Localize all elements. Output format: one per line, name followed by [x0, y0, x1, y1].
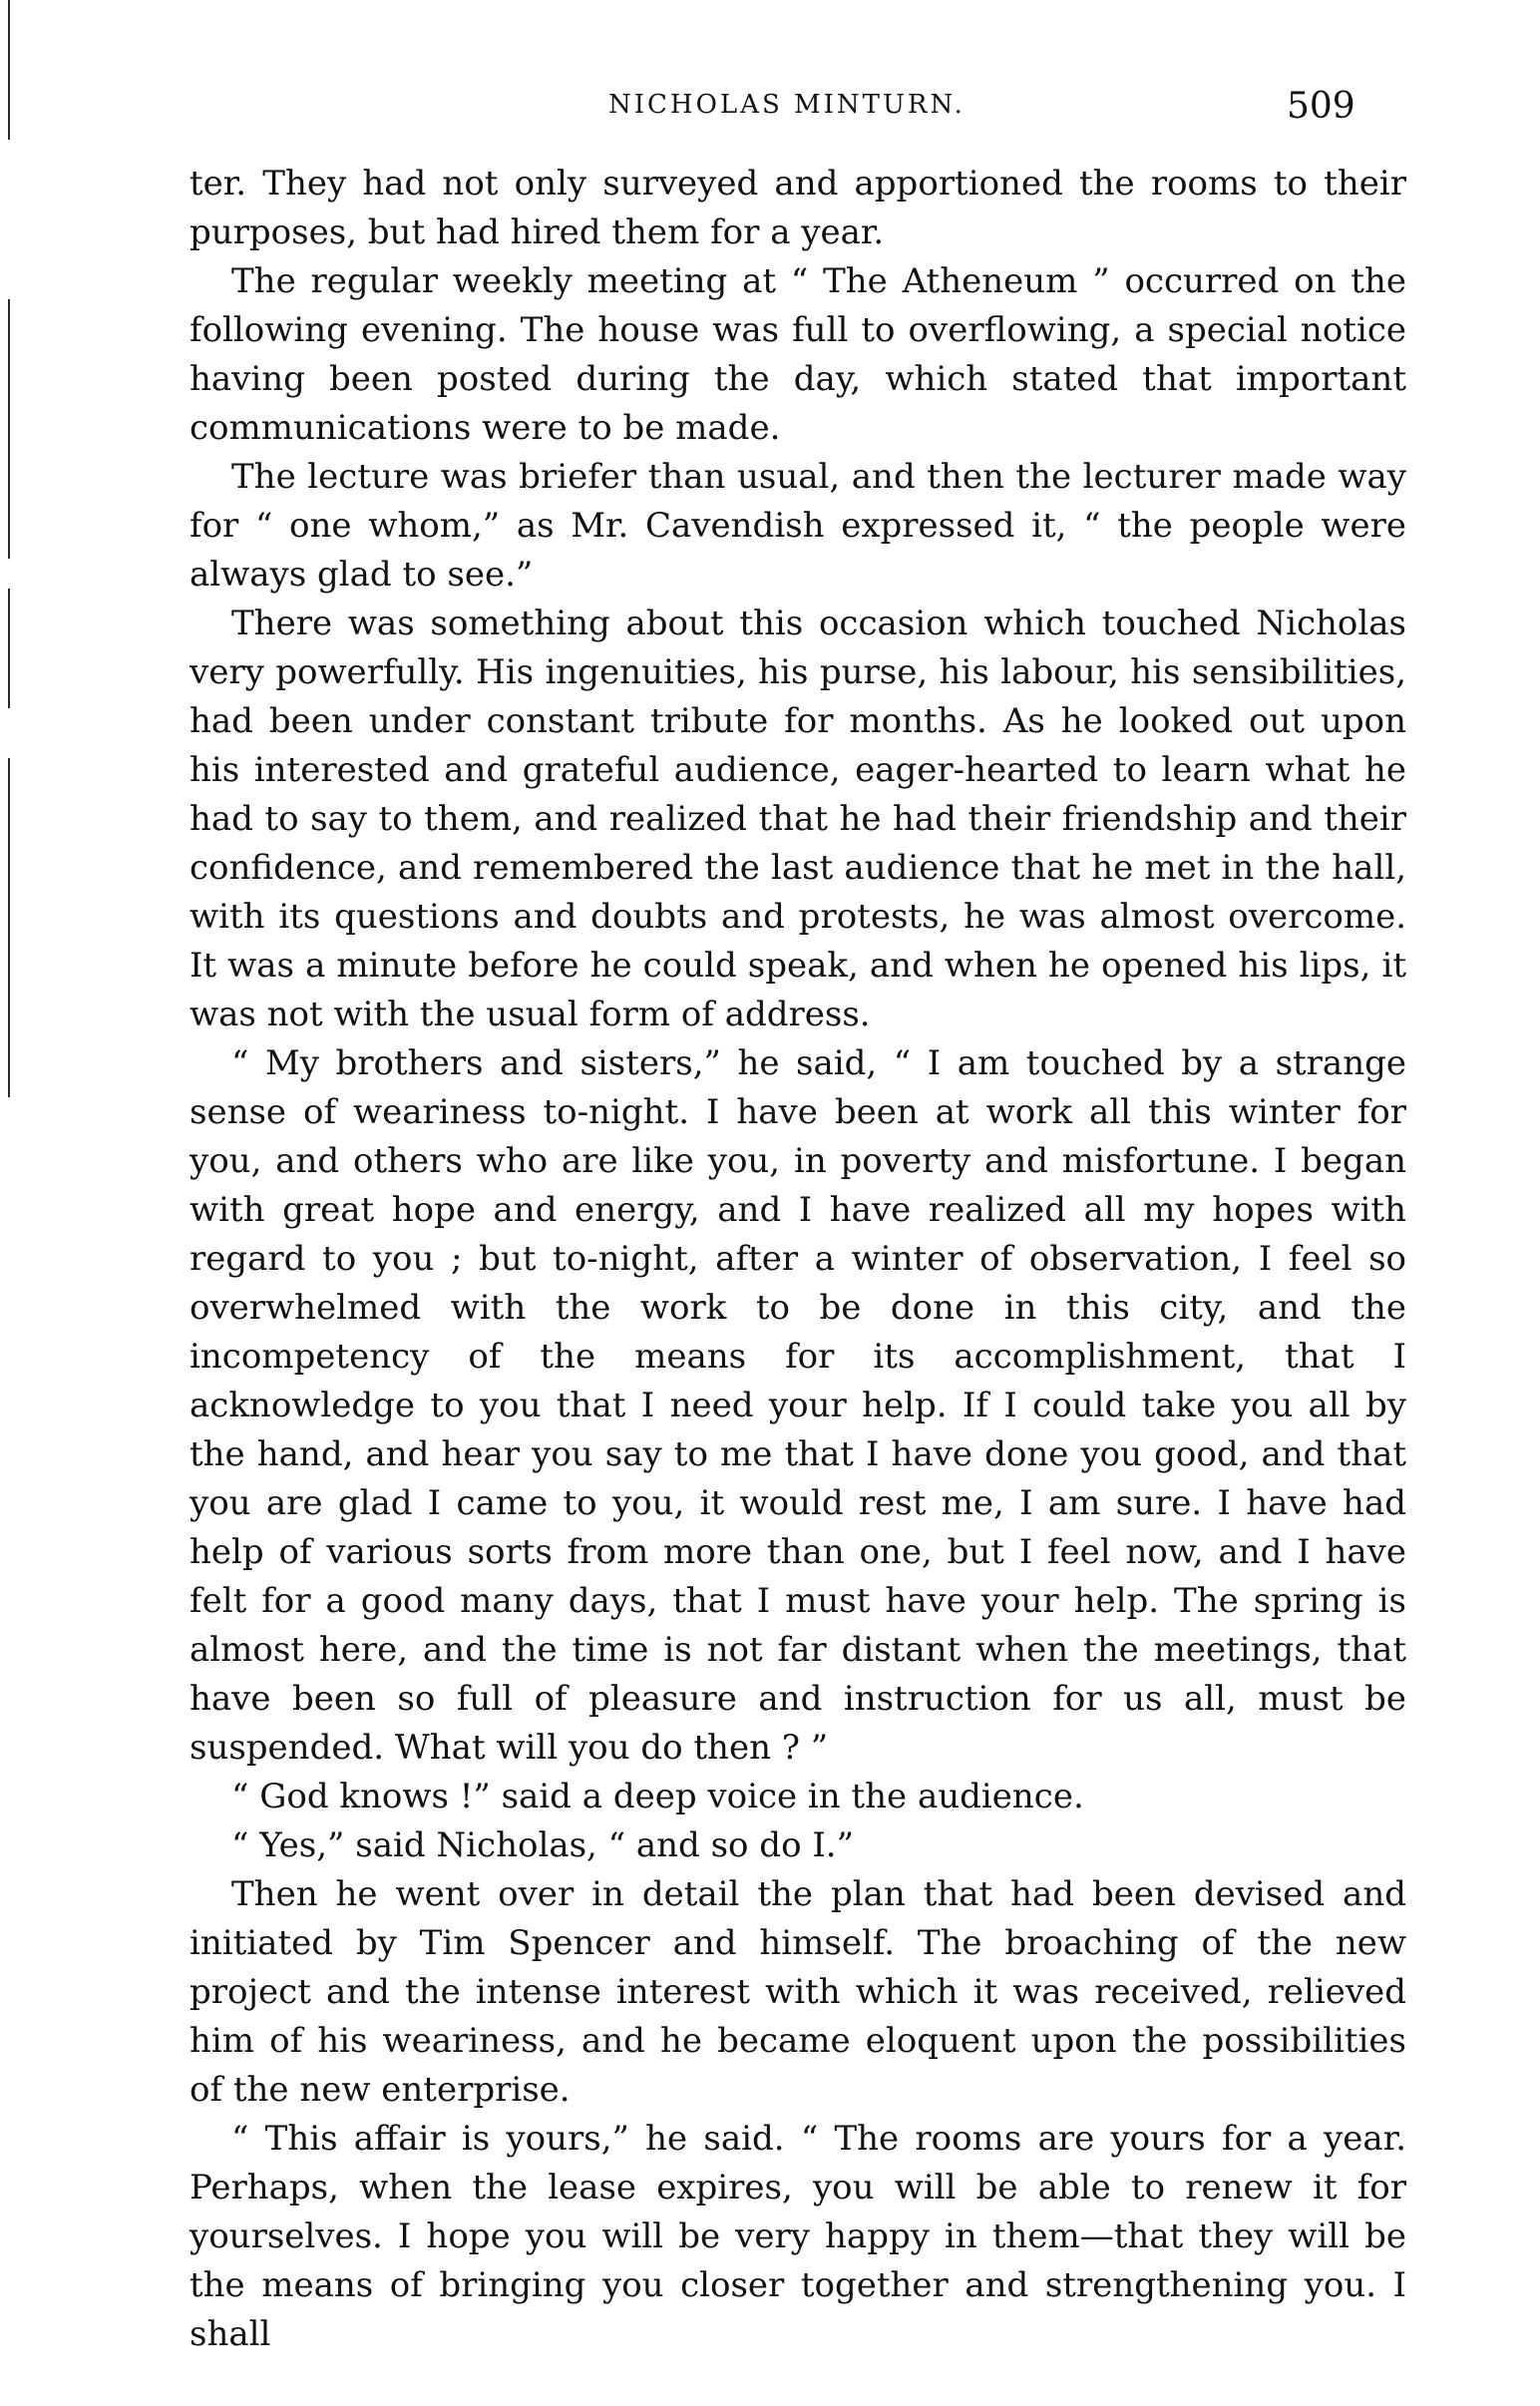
- page-edge-line: [8, 299, 10, 559]
- paragraph: “ God knows !” said a deep voice in the audience.: [231, 1777, 1084, 1816]
- paragraph: The lecture was briefer than usual, and then the lecturer made way for “ one whom,” as Mr. Cavendish expressed it, “ the people were always glad to see.”: [190, 457, 1406, 595]
- paragraph: “ Yes,” said Nicholas, “ and so do I.”: [231, 1825, 854, 1865]
- running-head: [0, 86, 1540, 130]
- paragraph: Then he went over in detail the plan that had been devised and initiated by Tim Spencer and himself. The broaching of the new project and the intense interest with which it was received, relieved him of his weariness, and he became eloquent upon the possibilities of the new enterprise.: [190, 1874, 1406, 2110]
- body-text: [190, 160, 1406, 2359]
- paragraph: “ This affair is yours,” he said. “ The rooms are yours for a year. Perhaps, when the lease expires, you will be able to renew it for yourselves. I hope you will be very happy in them—that they will be the means of bringing you closer together and strengthening you. I shall: [190, 2119, 1406, 2354]
- page-number: 509: [1287, 86, 1355, 127]
- paragraph: The regular weekly meeting at “ The Atheneum ” occurred on the following evening. The house was full to overflowing, a special notice having been posted during the day, which stated that important communications were to be made.: [190, 261, 1406, 448]
- page-edge-line: [8, 758, 10, 1097]
- running-title: NICHOLAS MINTURN.: [608, 90, 965, 120]
- page-edge-line: [8, 589, 10, 708]
- paragraph: ter. They had not only surveyed and apportioned the rooms to their purposes, but had hired them for a year.: [190, 164, 1406, 252]
- paragraph: “ My brothers and sisters,” he said, “ I am touched by a strange sense of weariness to-night. I have been at work all this winter for you, and others who are like you, in poverty and misfortune. I began with great hope and energy, and I have realized all my hopes with regard to you ; but to-night, after a winter of observation, I feel so overwhelmed with the work to be done in this city, and the incompetency of the means for its accomplishment, that I acknowledge to you that I need your help. If I could take you all by the hand, and hear you say to me that I have done you good, and that you are glad I came to you, it would rest me, I am sure. I have had help of various sorts from more than one, but I feel now, and I have felt for a good many days, that I must have your help. The spring is almost here, and the time is not far distant when the meetings, that have been so full of pleasure and instruction for us all, must be suspended. What will you do then ? ”: [190, 1043, 1406, 1768]
- paragraph: There was something about this occasion which touched Nicholas very powerfully. His ingenuities, his purse, his labour, his sensibilities, had been under constant tribute for months. As he looked out upon his interested and grateful audience, eager-hearted to learn what he had to say to them, and realized that he had their friendship and their confidence, and remembered the last audience that he met in the hall, with its questions and doubts and protests, he was almost overcome. It was a minute before he could speak, and when he opened his lips, it was not with the usual form of address.: [190, 603, 1406, 1034]
